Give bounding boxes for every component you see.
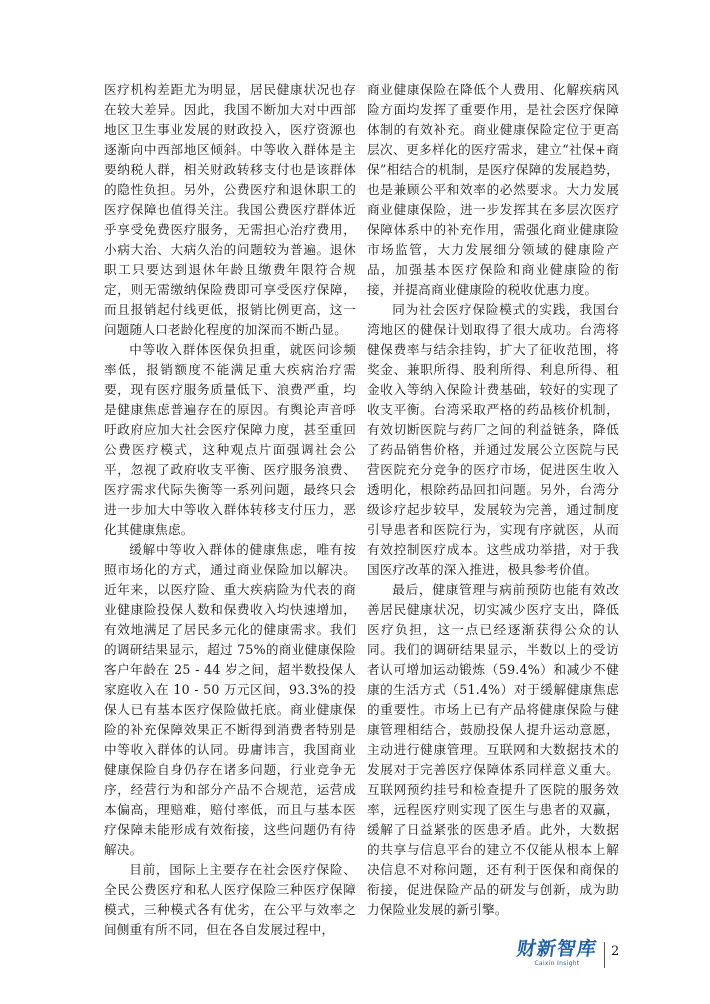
right-column (367, 80, 619, 920)
paragraph: 中等收入群体医保负担重，就医问诊频率低，报销额度不能满足重大疾病治疗需要，现有医疗服务质量低下、浪费严重，均是健康焦虑普遍存在的原因。有舆论声音呼吁政府应加大社会医疗保障力度，甚至重回公费医疗模式，这种观点片面强调社会公平，忽视了政府收支平衡、医疗服务浪费、医疗需求代际失衡等一系列问题，最终只会进一步加大中等收入群体转移支付压力，恶化其健康焦虑。 (104, 342, 356, 537)
page-footer (514, 938, 620, 978)
left-column (104, 80, 356, 940)
paragraph: 商业健康保险在降低个人费用、化解疾病风险方面均发挥了重要作用，是社会医疗保障体制的有效补充。商业健康保险定位于更高层次、更多样化的医疗需求，建立“社保+商保”相结合的机制，是医疗保障的发展趋势，也是兼顾公平和效率的必然要求。大力发展商业健康保险，进一步发挥其在多层次医疗保障体系中的补充作用，需强化商业健康险市场监管，大力发展细分领域的健康险产品，加强基本医疗保险和商业健康险的衔接，并提高商业健康险的税收优惠力度。 (367, 82, 619, 297)
paragraph: 医疗机构差距尤为明显，居民健康状况也存在较大差异。因此，我国不断加大对中西部地区卫生事业发展的财政投入，医疗资源也逐渐向中西部地区倾斜。中等收入群体是主要纳税人群，相关财政转移支付也是该群体的隐性负担。另外，公费医疗和退休职工的医疗保障也值得关注。我国公费医疗群体近乎享受免费医疗服务，无需担心治疗费用，小病大治、大病久治的问题较为普遍。退休职工只要达到退休年龄且缴费年限符合规定，则无需缴纳保险费即可享受医疗保障，而且报销起付线更低，报销比例更高，这一问题随人口老龄化程度的加深而不断凸显。 (104, 82, 356, 337)
paragraph: 最后，健康管理与病前预防也能有效改善居民健康状况，切实减少医疗支出，降低医疗负担，这一点已经逐渐获得公众的认同。我们的调研结果显示，半数以上的受访者认可增加运动锻炼（59.4%）和减少不健康的生活方式（51.4%）对于缓解健康焦虑的重要性。市场上已有产品将健康保险与健康管理相结合，鼓励投保人提升运动意愿，主动进行健康管理。互联网和大数据技术的发展对于完善医疗保障体系同样意义重大。互联网预约挂号和检查提升了医院的服务效率，远程医疗则实现了医生与患者的双赢，缓解了日益紧张的医患矛盾。此外，大数据的共享与信息平台的建立不仅能从根本上解决信息不对称问题，还有利于医保和商保的衔接，促进保险产品的研发与创新，成为助力保险业发展的新引擎。 (367, 582, 619, 917)
logo-subtitle: Caixin Insight (534, 960, 580, 967)
paragraph: 缓解中等收入群体的健康焦虑，唯有按照市场化的方式，通过商业保险加以解决。近年来，以医疗险、重大疾病险为代表的商业健康险投保人数和保费收入均快速增加，有效地满足了居民多元化的健康需求。我们的调研结果显示，超过 75%的商业健康保险客户年龄在 25 - 44 岁之间，超半数投保人家庭收入在 10 - 50 万元区间，93.3%的投保人已有基本医疗保险做托底。商业健康保险的补充保障效果正不断得到消费者特别是中等收入群体的认同。毋庸讳言，我国商业健康保险自身仍存在诸多问题，行业竞争无序，经营行为和部分产品不合规范，运营成本偏高，理赔难，赔付率低，而且与基本医疗保障未能形成有效衔接，这些问题仍有待解决。 (104, 542, 356, 857)
caixin-insight-logo (514, 938, 600, 968)
logo-wordmark: 财新智库 (515, 938, 599, 960)
paragraph: 同为社会医疗保险模式的实践，我国台湾地区的健保计划取得了很大成功。台湾将健保费率与结余挂钩，扩大了征收范围，将奖金、兼职所得、股利所得、利息所得、租金收入等纳入保险计费基础，较好的实现了收支平衡。台湾采取严格的药品核价机制，有效切断医院与药厂之间的利益链条，降低了药品销售价格，并通过发展公立医院与民营医院充分竞争的医疗市场，促进医生收入透明化，根除药品回扣问题。另外，台湾分级诊疗起步较早，发展较为完善，通过制度引导患者和医院行为，实现有序就医，从而有效控制医疗成本。这些成功举措，对于我国医疗改革的深入推进，极具参考价值。 (367, 302, 619, 577)
page-number: 2 (611, 944, 620, 959)
paragraph: 目前，国际上主要存在社会医疗保险、全民公费医疗和私人医疗保险三种医疗保障模式，三种模式各有优劣，在公平与效率之间侧重有所不同，但在各自发展过程中， (104, 862, 356, 937)
footer-divider (604, 942, 605, 968)
